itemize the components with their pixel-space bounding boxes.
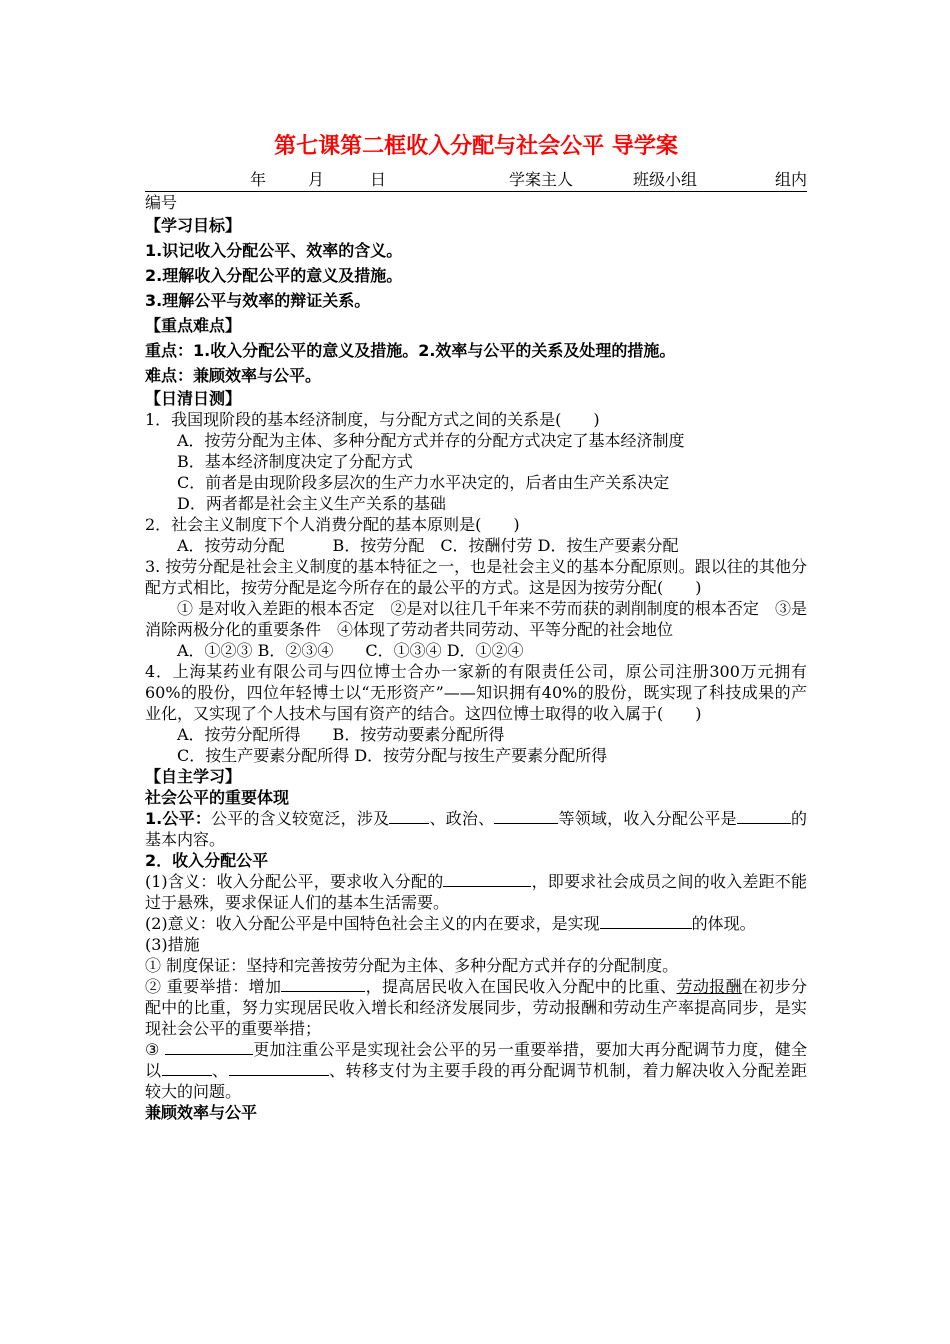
- fill-blank[interactable]: [737, 808, 791, 824]
- header-row: [145, 170, 807, 192]
- measure-1: ① 制度保证：坚持和完善按劳分配为主体、多种分配方式并存的分配制度。: [145, 956, 679, 975]
- q3-statements: ① 是对收入差距的根本否定 ②是对以往几千年来不劳而获的剥削制度的根本否定 ③是消除两极分化的重要条件 ④体现了劳动者共同劳动、平等分配的社会地位: [145, 599, 807, 639]
- header-group: 班级小组: [632, 170, 697, 189]
- header-year: 年: [250, 170, 267, 189]
- text-run: (2)意义：收入分配公平是中国特色社会主义的内在要求，是实现: [145, 914, 600, 933]
- header-month: 月: [308, 170, 325, 189]
- question-1: 1．我国现阶段的基本经济制度，与分配方式之间的关系是( ): [145, 410, 600, 429]
- daily-heading: 【日清日测】: [145, 389, 242, 408]
- q3-options: A．①②③ B．②③④ C．①③④ D．①②④: [177, 641, 524, 660]
- page-title: 第七课第二框收入分配与社会公平 导学案: [274, 134, 678, 159]
- text-run: 在初步分配中的比重，努力实现居民收入增长和经济发展同步，劳动报酬和劳动生产率提高同步，是实现社会公平的重要举措；: [145, 977, 807, 1038]
- text-run: 、: [211, 1061, 229, 1080]
- subsection-heading: 2．收入分配公平: [145, 851, 269, 870]
- header-author: 学案主人: [508, 170, 573, 189]
- measures-heading: (3)措施: [145, 935, 200, 954]
- goal-item: 1.识记收入分配公平、效率的含义。: [145, 241, 403, 260]
- text-run: 公平的含义较宽泛，涉及: [211, 809, 390, 828]
- fill-blank[interactable]: [389, 808, 429, 824]
- fill-blank[interactable]: [162, 1060, 212, 1076]
- section-heading: 兼顾效率与公平: [145, 1103, 258, 1122]
- text-run: 、政治、: [429, 809, 495, 828]
- text-run: ② 重要举措：增加: [145, 977, 282, 996]
- fill-blank[interactable]: [165, 1039, 253, 1055]
- fairness-label: 1.公平：: [145, 809, 212, 828]
- header-in-group: 组内: [774, 170, 807, 189]
- fill-blank[interactable]: [443, 871, 531, 887]
- text-run: ，即要求社会成员之间的收入差距不能过于悬殊，要求保证人们的基本生活需要。: [145, 872, 807, 912]
- measure-2: [145, 976, 807, 1039]
- text-run: 、转移支付为主要手段的再分配调节机制，着力解决收入分配差距较大的问题。: [145, 1061, 807, 1101]
- q1-option: B．基本经济制度决定了分配方式: [177, 452, 413, 471]
- text-run: 的体现。: [691, 914, 756, 933]
- text-run: 等领域，收入分配公平是: [558, 809, 737, 828]
- paragraph-significance: [145, 913, 807, 934]
- q1-option: A．按劳分配为主体、多种分配方式并存的分配方式决定了基本经济制度: [177, 431, 685, 450]
- q1-option: D．两者都是社会主义生产关系的基础: [177, 494, 446, 513]
- key-points-heading: 【重点难点】: [145, 316, 242, 335]
- header-day: 日: [370, 170, 387, 189]
- q1-option: C．前者是由现阶段多层次的生产力水平决定的，后者由生产关系决定: [177, 473, 670, 492]
- difficult-point: 难点：兼顾效率与公平。: [145, 366, 322, 385]
- fill-blank[interactable]: [229, 1060, 329, 1076]
- key-point: 重点：1.收入分配公平的意义及措施。2.效率与公平的关系及处理的措施。: [145, 341, 676, 360]
- text-run: ③: [145, 1040, 166, 1059]
- self-study-heading: 【自主学习】: [145, 767, 242, 786]
- fill-blank[interactable]: [600, 913, 692, 929]
- text-run: 的基本内容。: [145, 809, 807, 849]
- question-3: 3. 按劳分配是社会主义制度的基本特征之一，也是社会主义的基本分配原则。跟以往的其他分配方式相比，按劳分配是迄今所存在的最公平的方式。这是因为按劳分配( ): [145, 557, 807, 597]
- q4-option: A．按劳分配所得 B．按劳动要素分配所得: [177, 725, 505, 744]
- text-run: (1)含义：收入分配公平，要求收入分配的: [145, 872, 444, 891]
- paragraph-meaning: [145, 871, 807, 913]
- fill-blank[interactable]: [281, 976, 365, 992]
- question-4: 4．上海某药业有限公司与四位博士合办一家新的有限责任公司，原公司注册300万元拥有60%的股份，四位年轻博士以“无形资产”——知识拥有40%的股份，既实现了科技成果的产业化，又实现了个人技术与国有资产的结合。这四位博士取得的收入属于( ): [145, 662, 807, 723]
- text-run: 更加注重公平是实现社会公平的另一重要举措，要加大再分配调节力度，健全以: [145, 1040, 807, 1080]
- document-page: [145, 132, 807, 1123]
- paragraph-fairness: [145, 808, 807, 850]
- q4-option: C．按生产要素分配所得 D．按劳分配与按生产要素分配所得: [177, 746, 608, 765]
- text-run: ，提高居民收入在国民收入分配中的比重、: [365, 977, 677, 996]
- goal-item: 2.理解收入分配公平的意义及措施。: [145, 266, 403, 285]
- underlined-text: 劳动报酬: [676, 977, 742, 996]
- header-number: 编号: [145, 193, 178, 212]
- fill-blank[interactable]: [494, 808, 558, 824]
- section-heading: 社会公平的重要体现: [145, 788, 290, 807]
- goals-heading: 【学习目标】: [145, 216, 242, 235]
- measure-3: [145, 1039, 807, 1102]
- question-2: 2．社会主义制度下个人消费分配的基本原则是( ): [145, 515, 520, 534]
- q2-options: A．按劳动分配 B．按劳分配 C．按酬付劳 D．按生产要素分配: [177, 536, 679, 555]
- goal-item: 3.理解公平与效率的辩证关系。: [145, 291, 371, 310]
